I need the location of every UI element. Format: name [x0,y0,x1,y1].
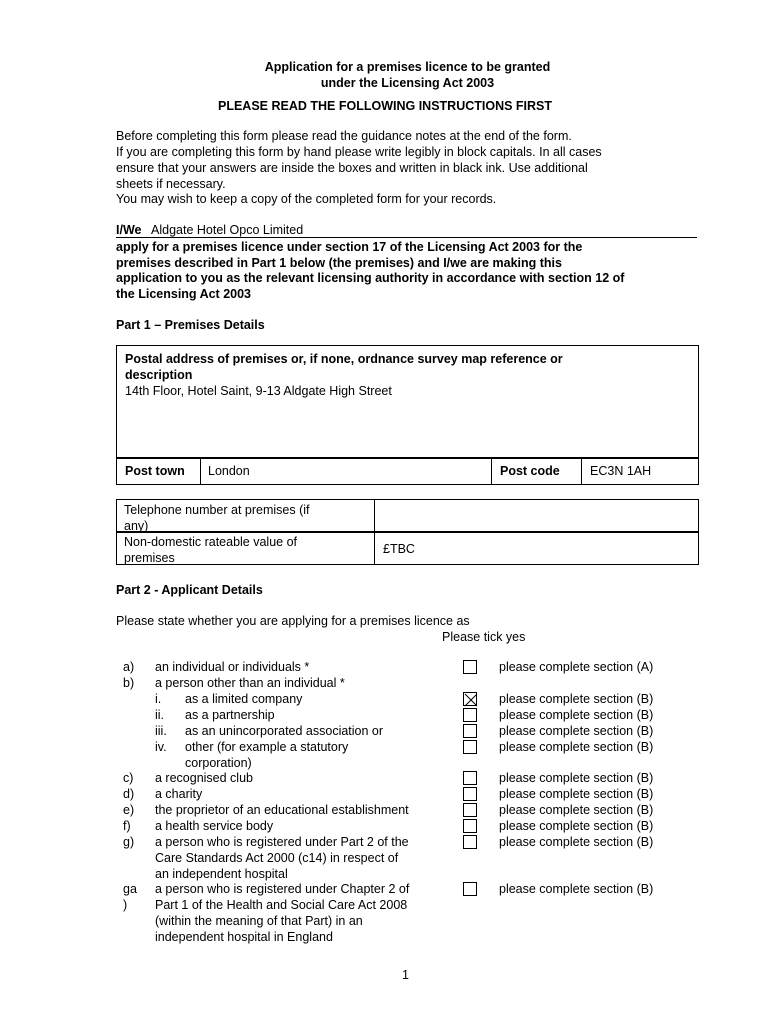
option-description: as a limited company [185,692,303,706]
option-description: other (for example a statutory [185,740,349,754]
option-section-instruction: please complete section (B) [499,740,654,754]
address-row-divider [116,457,699,459]
rateable-label-line1: Non-domestic rateable value of [124,535,298,549]
applicant-statement-1: apply for a premises licence under section 17 of the Licensing Act 2003 for the [116,240,583,254]
option-description: (within the meaning of that Part) in an [155,914,363,928]
checkbox[interactable] [463,835,477,849]
option-description: Part 1 of the Health and Social Care Act 2008 [155,898,408,912]
option-description: a person other than an individual * [155,676,345,690]
intro-line-4: sheets if necessary. [116,177,226,191]
option-description: a health service body [155,819,274,833]
option-section-instruction: please complete section (B) [499,787,654,801]
checkbox[interactable] [463,819,477,833]
checkbox[interactable] [463,660,477,674]
option-section-instruction: please complete section (B) [499,835,654,849]
post-town-divider [200,457,201,485]
intro-line-5: You may wish to keep a copy of the completed form for your records. [116,192,497,206]
option-section-instruction: please complete section (B) [499,708,654,722]
option-description: an individual or individuals * [155,660,310,674]
option-marker: a) [123,660,135,674]
checkbox[interactable] [463,882,477,896]
option-marker: d) [123,787,135,801]
option-marker: ii. [155,708,165,722]
option-description: corporation) [185,756,252,770]
option-section-instruction: please complete section (B) [499,882,654,896]
rateable-value[interactable]: £TBC [383,542,415,556]
post-town-label: Post town [125,464,185,478]
tick-hint: Please tick yes [442,630,526,644]
option-description: a person who is registered under Part 2 of the [155,835,409,849]
option-marker: c) [123,771,134,785]
form-title-line2: under the Licensing Act 2003 [320,76,495,90]
address-label-line1: Postal address of premises or, if none, ordnance survey map reference or [125,352,563,366]
instructions-heading: PLEASE READ THE FOLLOWING INSTRUCTIONS FIRST [218,99,553,113]
option-section-instruction: please complete section (B) [499,819,654,833]
applicant-underline [116,237,697,238]
checkbox[interactable] [463,787,477,801]
rateable-label-line2: premises [124,551,175,565]
option-section-instruction: please complete section (B) [499,803,654,817]
intro-line-1: Before completing this form please read the guidance notes at the end of the form. [116,129,572,143]
post-code-label: Post code [500,464,560,478]
option-description: a charity [155,787,203,801]
option-description: the proprietor of an educational establishment [155,803,409,817]
option-description: a recognised club [155,771,253,785]
checkbox[interactable] [463,803,477,817]
applicant-statement-3: application to you as the relevant licensing authority in accordance with section 12 of [116,271,625,285]
option-description: Care Standards Act 2000 (c14) in respect of [155,851,399,865]
option-marker: i. [155,692,162,706]
intro-line-2: If you are completing this form by hand please write legibly in block capitals. In all cases [116,145,602,159]
form-title-line1: Application for a premises licence to be granted [264,60,551,74]
option-marker: ) [123,898,128,912]
option-marker: g) [123,835,135,849]
option-marker: e) [123,803,135,817]
checkbox[interactable] [463,708,477,722]
option-description: a person who is registered under Chapter 2 of [155,882,410,896]
option-description: independent hospital in England [155,930,333,944]
option-marker: iii. [155,724,167,738]
option-section-instruction: please complete section (B) [499,692,654,706]
option-section-instruction: please complete section (A) [499,660,654,674]
option-marker: f) [123,819,131,833]
option-section-instruction: please complete section (B) [499,771,654,785]
option-marker: ga [123,882,137,896]
post-value-divider [491,457,492,485]
checkbox[interactable] [463,724,477,738]
telephone-label-line2: any) [124,519,149,533]
intro-line-3: ensure that your answers are inside the boxes and written in black ink. Use additional [116,161,588,175]
premises-info-row-divider [116,531,699,533]
checked-checkbox[interactable] [463,692,477,706]
part1-heading: Part 1 – Premises Details [116,318,265,332]
premises-info-col-divider [374,499,375,565]
option-description: an independent hospital [155,867,288,881]
part2-question: Please state whether you are applying for a premises licence as [116,614,470,628]
cross-mark-icon [464,693,478,707]
address-value[interactable]: 14th Floor, Hotel Saint, 9-13 Aldgate High Street [125,384,392,398]
checkbox[interactable] [463,771,477,785]
page-number: 1 [402,968,409,982]
applicant-name[interactable]: Aldgate Hotel Opco Limited [151,223,304,237]
part2-heading: Part 2 - Applicant Details [116,583,263,597]
applicant-statement-4: the Licensing Act 2003 [116,287,251,301]
option-description: as a partnership [185,708,275,722]
address-label-line2: description [125,368,193,382]
post-town-value[interactable]: London [208,464,250,478]
option-marker: b) [123,676,135,690]
applicant-label: I/We [116,223,142,237]
telephone-label-line1: Telephone number at premises (if [124,503,310,517]
option-section-instruction: please complete section (B) [499,724,654,738]
option-description: as an unincorporated association or [185,724,384,738]
post-code-value[interactable]: EC3N 1AH [590,464,652,478]
post-code-divider [581,457,582,485]
option-marker: iv. [155,740,167,754]
applicant-statement-2: premises described in Part 1 below (the premises) and I/we are making this [116,256,562,270]
checkbox[interactable] [463,740,477,754]
